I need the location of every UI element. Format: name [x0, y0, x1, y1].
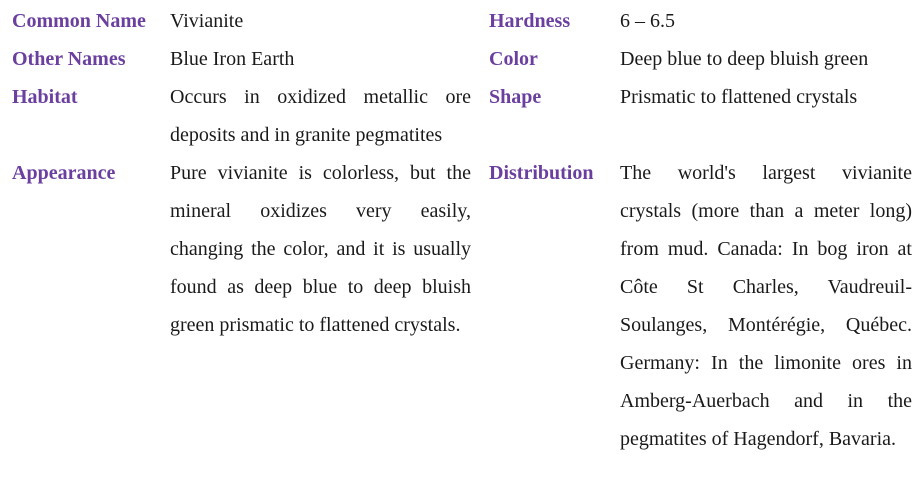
hardness-label: Hardness — [489, 10, 571, 32]
common-name-label: Common Name — [12, 10, 146, 32]
habitat-label: Habitat — [12, 86, 78, 108]
other-names-value: Blue Iron Earth — [170, 48, 295, 70]
habitat-value: Occurs in oxidized metallic ore deposits and in granite pegmatites — [170, 86, 471, 146]
table-row-other-names — [0, 40, 916, 78]
distribution-value: The world's largest vivianite crystals (more than a meter long) from mud. Canada: In bog iron at Côte St Charles, Vaudreuil-Soulanges, Montérégie, Québec. Germany: In the limonite ores in Amberg-Auerbach and in the pegmatites of Hagendorf, Bavaria. — [620, 162, 912, 450]
table-row-appearance — [0, 154, 916, 458]
appearance-value: Pure vivianite is colorless, but the mineral oxidizes very easily, changing the color, and it is usually found as deep blue to deep bluish green prismatic to flattened crystals. — [170, 162, 471, 336]
hardness-value: 6 – 6.5 — [620, 10, 675, 32]
table-row-habitat — [0, 78, 916, 154]
shape-value: Prismatic to flattened crystals — [620, 86, 858, 108]
color-value: Deep blue to deep bluish green — [620, 48, 869, 70]
shape-label: Shape — [489, 86, 542, 108]
appearance-label: Appearance — [12, 162, 116, 184]
table-row-common-name — [0, 2, 916, 40]
common-name-value: Vivianite — [170, 10, 244, 32]
mineral-info-table — [0, 2, 916, 458]
distribution-label: Distribution — [489, 162, 594, 184]
color-label: Color — [489, 48, 538, 70]
other-names-label: Other Names — [12, 48, 126, 70]
